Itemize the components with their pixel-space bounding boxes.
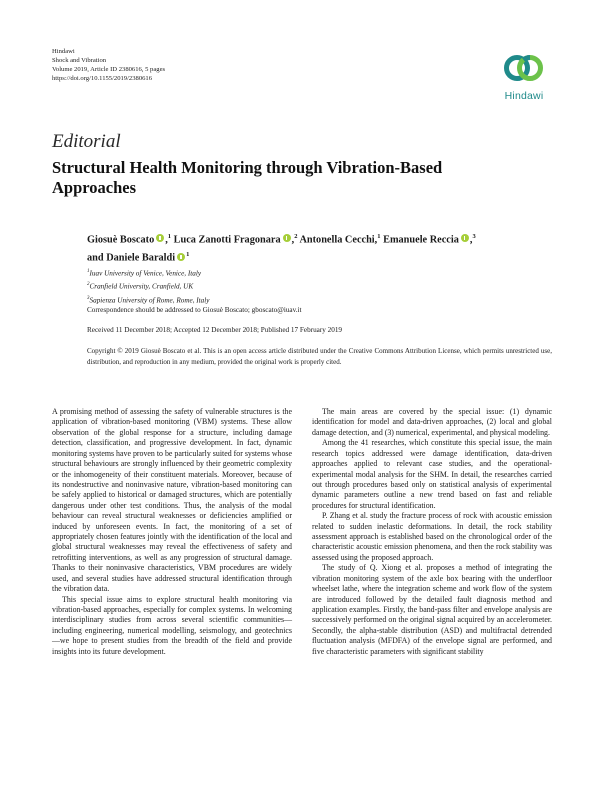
author-name[interactable]: Daniele Baraldi	[106, 252, 176, 264]
volume-info: Volume 2019, Article ID 2380616, 5 pages	[52, 66, 166, 73]
orcid-icon[interactable]	[177, 253, 185, 261]
logo-text: Hindawi	[504, 90, 544, 102]
orcid-icon[interactable]	[283, 234, 291, 242]
author-name[interactable]: Luca Zanotti Fragonara	[173, 234, 281, 246]
author-affiliation-marker: 1	[167, 233, 172, 240]
publication-dates: Received 11 December 2018; Accepted 12 December 2018; Published 17 February 2019	[87, 326, 343, 334]
journal-meta	[52, 47, 165, 83]
author-affiliation-marker: 1	[377, 233, 381, 240]
hindawi-rings-icon	[503, 48, 545, 88]
author-name[interactable]: Antonella Cecchi	[299, 234, 375, 246]
affiliation-item: $^1$Iuav University of Venice, Venice, Italy	[87, 269, 202, 278]
doi-link[interactable]: https://doi.org/10.1155/2019/2380616	[52, 75, 153, 82]
body-paragraph: A promising method of assessing the safety of vulnerable structures is the application of vibration-based monitoring (VBM) systems. These allow observation of the global response for a structure, including damage detection, classification, and progressive development. In fact, dynamic monitoring systems have proven to be particularly suited for systems whose structural behaviours are strongly influenced by their geometric complexity or the inhomogeneity of their constituent materials. Moreover, because of its nondestructive and noninvasive nature, vibration-based monitoring can be safely applied to historical or damaged structures, which are potentially dangerous under other test conditions. Thus, the analysis of the modal behaviour can reveal structural weaknesses or deficiencies amplified or induced by unforeseen events. In fact, the monitoring of a set of appropriately chosen features jointly with the identification of the local and global structural weaknesses may reveal the effectiveness of safety and retrofitting interventions, as well as any progression of structural damage. Thanks to their noninvasive characteristics, VBM procedures are widely used, and several studies have addressed structural identification through the vibration data.	[52, 407, 292, 594]
affiliation-item: $^3$Sapienza University of Rome, Rome, Italy	[87, 295, 210, 305]
author-list: Giosuè Boscato ,$^1$ Luca Zanotti Fragonara ,$^2$ Antonella Cecchi,$^1$ Emanuele Reccia ,$^3$ and Daniele Baraldi $^1$	[87, 233, 476, 264]
affiliation-list	[87, 266, 209, 306]
affiliation-item: $^2$Cranfield University, Cranfield, UK	[87, 282, 194, 291]
author-affiliation-marker: 2	[294, 233, 298, 240]
page-title: Structural Health Monitoring through Vibration-Based Approaches	[52, 158, 443, 197]
author-affiliation-marker: 3	[472, 233, 476, 240]
correspondence-note: Correspondence should be addressed to Giosuè Boscato; gboscato@iuav.it	[87, 306, 302, 314]
author-name[interactable]: Giosuè Boscato	[87, 234, 155, 246]
body-paragraph: P. Zhang et al. study the fracture process of rock with acoustic emission related to sudden inelastic deformations. In detail, the rock stability assessment approach is established based on the chronological order of the characteristic acoustic emission phenomena, and then the rock stability was assessed using the proposed approach.	[312, 511, 552, 562]
body-column-left	[52, 407, 292, 657]
body-paragraph: This special issue aims to explore structural health monitoring via vibration-based approaches, especially for complex systems. In welcoming interdisciplinary studies from across several scientific communities—including engineering, numerical modelling, seismology, and geotechnics—we hope to present studies from the breadth of the field and provide insights into its future development.	[52, 594, 292, 656]
journal-name: Shock and Vibration	[52, 57, 107, 64]
body-paragraph: The study of Q. Xiong et al. proposes a method of integrating the vibration monitoring system of the axle box bearing with the underfloor wheelset lathe, where the integration scheme and work flow of the system are introduced followed by the detailed fault diagnosis method and application examples. Firstly, the band-pass filter and envelope analysis are successively performed on the original signal acquired by an accelerometer. Secondly, the alpha-stable distribution (ASD) and multifractal detrended fluctuation analysis (MFDFA) of the envelope signal are performed, and five characteristic parameters with significant stability	[312, 563, 552, 656]
body-paragraph: The main areas are covered by the special issue: (1) dynamic identification for model and data-driven approaches, (2) local and global damage detection, and (3) numerical, experimental, and physical modeling.	[312, 407, 552, 437]
orcid-icon[interactable]	[156, 234, 164, 242]
body-column-right	[312, 407, 552, 657]
hindawi-logo	[494, 48, 554, 104]
orcid-icon[interactable]	[461, 234, 469, 242]
section-label: Editorial	[52, 131, 121, 152]
body-paragraph: Among the 41 researches, which constitute this special issue, the main research topics addressed were damage identification, data-driven approaches applied to relevant case studies, and the operational-experimental modal analysis for the SHM. In detail, the researches carried out through procedures based only on statistical analysis of experimental dynamic parameters outline a new trend based on fast and reliable procedures for structural identification.	[312, 438, 552, 510]
author-affiliation-marker: 1	[186, 251, 190, 259]
author-name[interactable]: Emanuele Reccia	[383, 234, 459, 246]
copyright-notice: Copyright © 2019 Giosuè Boscato et al. This is an open access article distributed under the Creative Commons Attribution License, which permits unrestricted use, distribution, and reproduction in any medium, provided the original work is properly cited.	[87, 347, 552, 366]
publisher-name: Hindawi	[52, 48, 75, 55]
